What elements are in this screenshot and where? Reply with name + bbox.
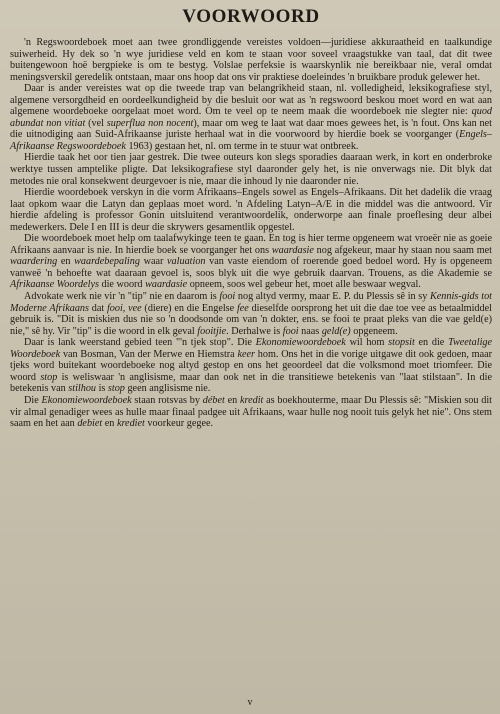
text-run: 1963) gestaan het, nl. om terme in te stuur wat ontbreek. xyxy=(125,140,359,152)
italic-term: Tweetalige Woordeboek xyxy=(10,337,493,360)
text-run: (vel xyxy=(85,117,107,129)
paragraph xyxy=(10,37,492,83)
italic-term: fooi xyxy=(282,325,299,337)
italic-term: debiet xyxy=(77,418,103,430)
text-run: en xyxy=(102,418,117,430)
italic-term: fooi xyxy=(219,291,236,303)
italic-term: fee xyxy=(236,302,249,314)
text-run: hom. Ons het in die vorige uitgawe dit ook gedoen, maar tjeks word buitekant woordeboeke nog altyd gestop en ons het geoordeel dat die volksmond moet triomfeer. Die woord xyxy=(10,348,493,383)
text-run: naas xyxy=(298,325,322,337)
paragraph xyxy=(10,395,492,430)
italic-term: Ekonomiewoordeboek xyxy=(255,337,346,349)
text-run: staan rotsvas by xyxy=(131,394,203,406)
text-run: wil hom xyxy=(345,337,389,349)
paragraph xyxy=(10,152,492,187)
text-run: is weliswaar 'n anglisisme, maar dan ook net in die transitiewe betekenis van "laat stilstaan". In die betekenis van xyxy=(10,371,493,395)
italic-term: stop xyxy=(107,383,125,395)
document-body xyxy=(10,37,492,430)
text-run: ), maar om weg te laat wat daar moes gewees het, is 'n fout. Ons kan net die uitnodiging aan Suid-Afrikaanse juriste herhaal wat in die voorwoord by hierdie boek se voorganger ( xyxy=(10,117,492,141)
italic-term: fooitjie xyxy=(197,325,227,337)
italic-term: Afrikaanse Woordelys xyxy=(10,279,99,291)
italic-term: quod abundat non vitiat xyxy=(10,106,492,129)
italic-term: waardasie xyxy=(271,244,314,256)
italic-term: keer xyxy=(237,348,255,360)
italic-term: waardebepaling xyxy=(74,256,140,268)
text-run: (diere) en die Engelse xyxy=(141,302,237,314)
text-run: nog afgekeur, maar hy staan nou saam met xyxy=(313,244,492,256)
italic-term: fooi, vee xyxy=(106,302,142,314)
page-title: VOORWOORD xyxy=(182,6,320,27)
text-run: die woord xyxy=(98,279,146,291)
italic-term: débet xyxy=(202,394,225,406)
text-run: dieselfde oorsprong het uit die dae toe vee as betaalmiddel gebruik is. "Dit is miskien dus nie so 'n doodsonde om van 'n dokter, ens. se fooi te praat pleks van die vae geld(e) nie," sê hy. Vir "tip" is die woord in elk geval xyxy=(10,302,492,337)
text-run: en die xyxy=(414,337,449,349)
italic-term: krediet xyxy=(116,418,145,430)
text-run: Hierdie taak het oor tien jaar gestrek. Die twee outeurs kon slegs sporadies daaraan werk, in kort en onderbroke werktye tussen amptelike pligte. Dat leksikografiese styl daaronder gely het, is nie onverwags nie. Dit blyk dat metodes nie oral konsekwent deurgevoer is nie, maar die inhoud ly nie daaronder nie. xyxy=(10,152,492,187)
text-run: voorkeur gegee. xyxy=(144,418,214,430)
italic-term: stilhou xyxy=(68,383,97,395)
italic-term: valuation xyxy=(167,256,206,268)
italic-term: stop xyxy=(40,371,58,383)
text-run: Die xyxy=(24,394,42,406)
italic-term: geld(e) xyxy=(321,325,351,337)
text-run: 'n Regswoordeboek moet aan twee grondliggende vereistes voldoen—juridiese akkuraatheid en taalkundige suiwerheid. Hy dek so 'n wye juridiese veld en kom te staan voor soveel vraagstukke van taal, dat dit twee buitengewoon hoë bergpieke is om te bestyg. Volslae perfeksie is waarskynlik nie bereikbaar nie, veral omdat meningsverskil geredelik ontstaan, maar ons hoop dat ons vir praktiese doeleindes 'n bruikbare produk gelewer het. xyxy=(10,37,492,83)
paragraph xyxy=(10,291,492,337)
text-run: van vaste eiendom of roerende goed bedoel word. Hy is opgeneem vanweë 'n behoefte wat daaraan gevoel is, soos blyk uit die wye gebruik daarvan. Trouens, as die Akademie se xyxy=(10,256,493,279)
text-run: Advokate werk nie vir 'n "tip" nie en daarom is xyxy=(24,291,220,303)
text-run: van Bosman, Van der Merwe en Hiemstra xyxy=(60,348,238,360)
italic-term: superflua non nocent xyxy=(106,117,194,129)
text-run: nog altyd vermy, maar E. P. du Plessis sê in sy xyxy=(235,291,430,303)
italic-term: kredit xyxy=(239,394,264,406)
paragraph xyxy=(10,337,492,395)
text-run: opgeneem. xyxy=(350,325,398,337)
italic-term: Engels–Afrikaanse Regswoordeboek xyxy=(10,129,492,152)
italic-term: Kennis-gids tot Moderne Afrikaans xyxy=(10,291,492,314)
text-run: . Derhalwe is xyxy=(226,325,283,337)
page-number: v xyxy=(247,697,253,708)
text-run: Die woordeboek moet help om taalafwykinge teen te gaan. En tog is hier terme opgeneem wat vroeër nie as goeie Afrikaans aanvaar is nie. In hierdie boek se voorganger het ons xyxy=(10,233,492,256)
text-run: opneem, soos wel gebeur het, moet alle beswaar wegval. xyxy=(187,279,421,291)
text-run: geen anglisisme nie. xyxy=(124,383,211,395)
paragraph xyxy=(10,233,492,291)
text-run: is xyxy=(96,383,108,395)
italic-term: waardasie xyxy=(145,279,188,291)
text-run: waar xyxy=(139,256,168,268)
text-run: Daar is lank weerstand gebied teen "'n tjek stop". Die xyxy=(24,337,256,349)
italic-term: Ekonomiewoordeboek xyxy=(41,394,132,406)
text-run: en xyxy=(224,394,240,406)
text-run: dat xyxy=(88,302,107,314)
text-run: Hierdie woordeboek verskyn in die vorm Afrikaans–Engels sowel as Engels–Afrikaans. Dit het dadelik die vraag laat opkom waar die Latyn dan geplaas moet word. 'n Afdeling Latyn–A/E in die middel was die antwoord. Vir hierdie afdeling is professor Gonin uitsluitend verantwoordelik, onderworpe aan finale proeflesing deur albei medewerkers. Dele I en III is deur die skrywers gesamentlik opgestel. xyxy=(10,187,492,233)
text-run: Daar is ander vereistes wat op die tweede trap van belangrikheid staan, nl. volledigheid, leksikografiese styl, algemene versorgdheid en oordeelkundigheid by die besluit oor wat as 'n regswoord beskou moet word en wat aan algemene woordeboeke oorgelaat moet word. Om te veel op te neem maak die woordeboek nie slegter nie: xyxy=(10,83,492,118)
italic-term: stopsit xyxy=(388,337,415,349)
italic-term: waardering xyxy=(10,256,58,268)
paragraph xyxy=(10,83,492,152)
text-run: en xyxy=(57,256,75,268)
text-run: as boekhouterme, maar Du Plessis sê: "Miskien sou dit vir almal genadiger wees as hulle maar finaal padgee uit Afrikaans, waar hulle nog nooit tuis gelyk het nie". Ons stem saam en het aan xyxy=(10,394,492,430)
paragraph xyxy=(10,187,492,233)
